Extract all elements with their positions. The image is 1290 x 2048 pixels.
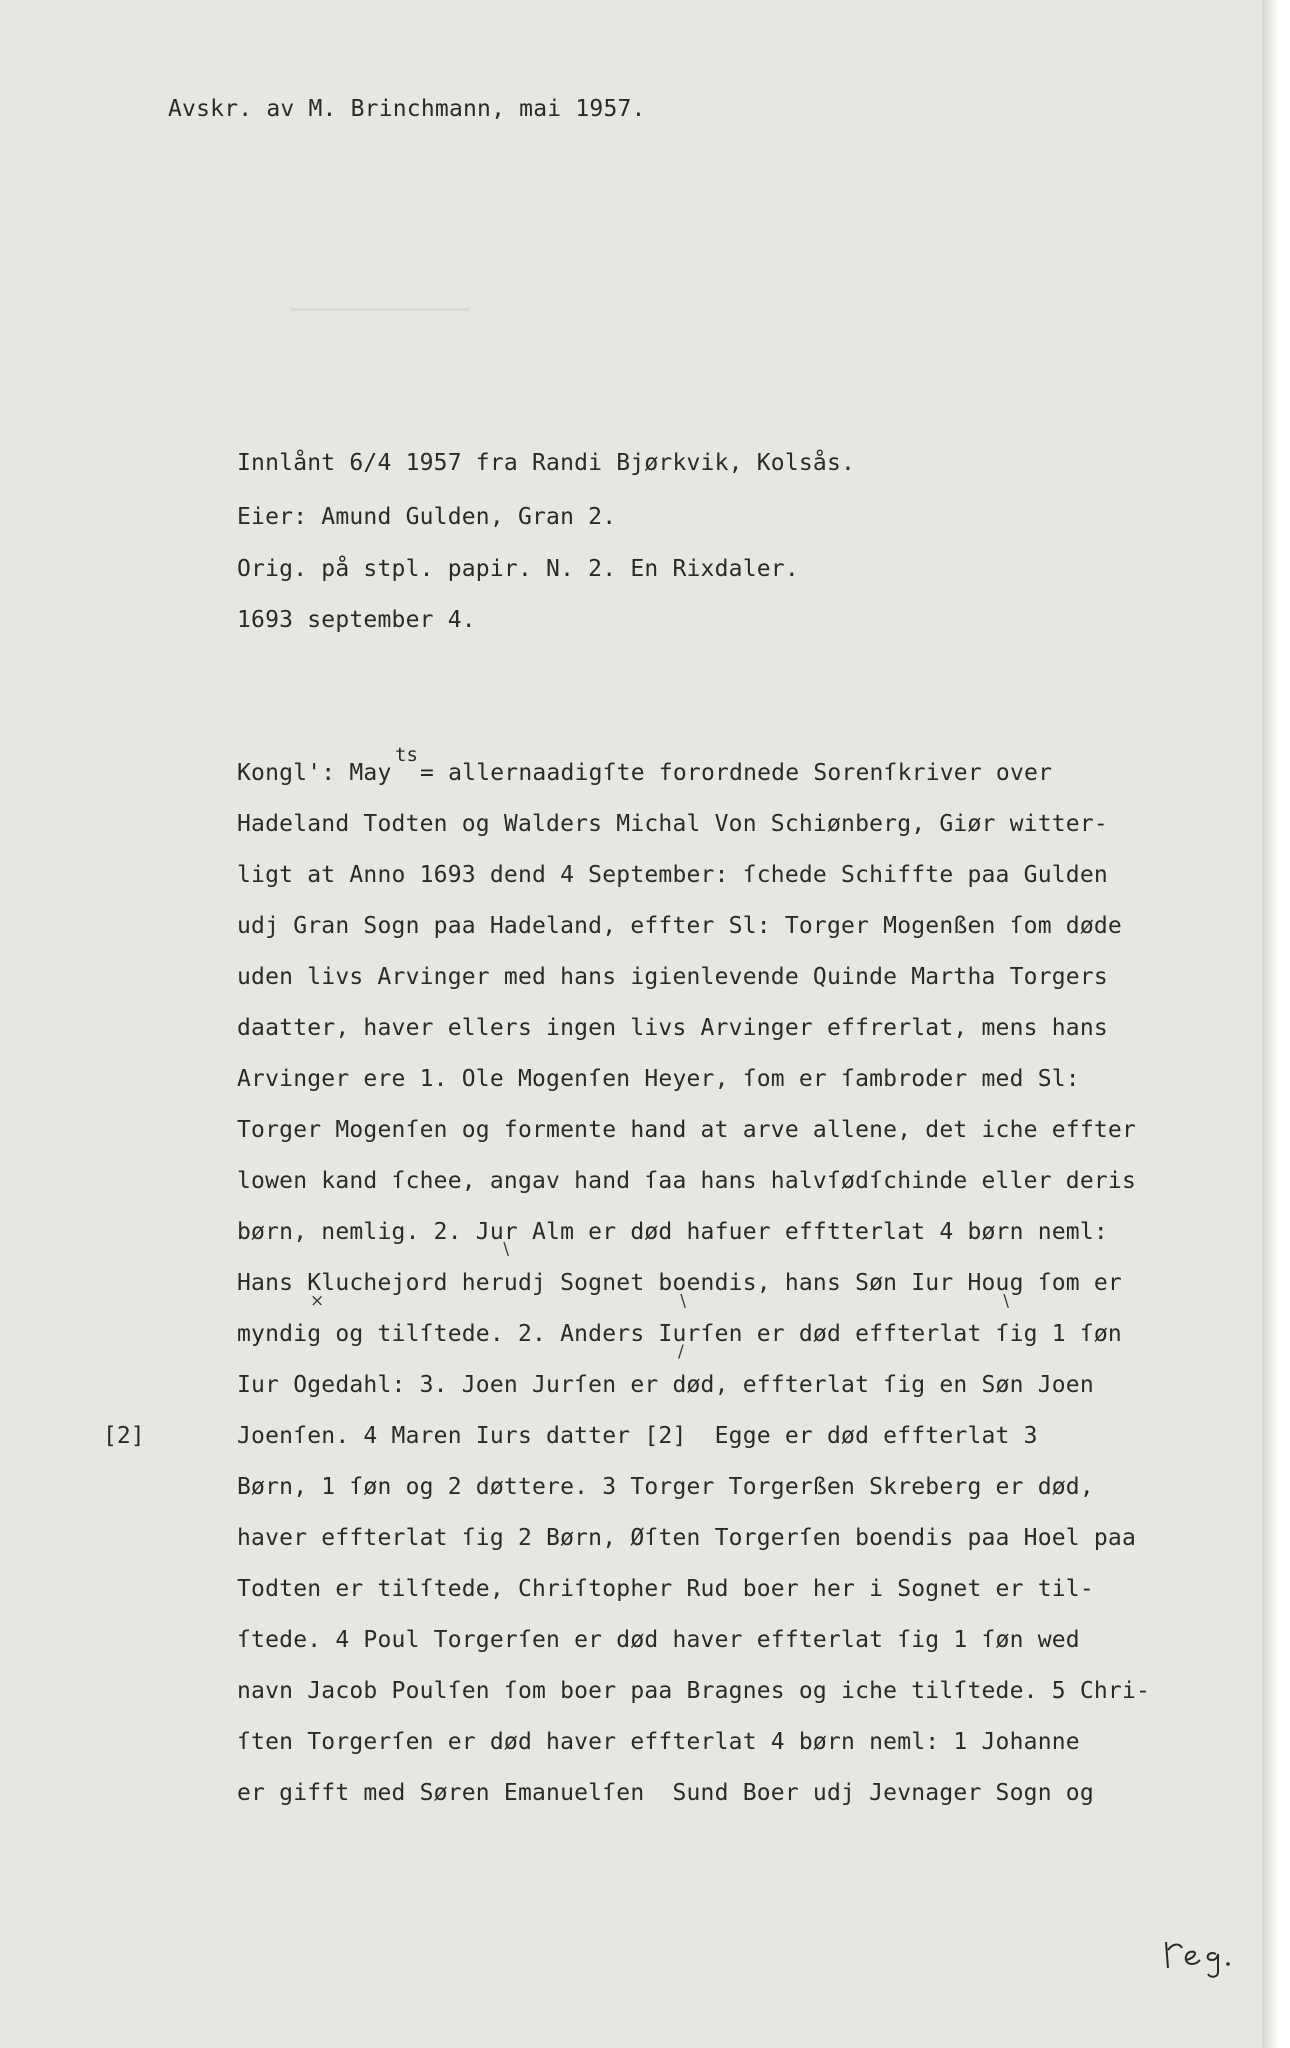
- body-line-9: børn, nemlig. 2. Jur Alm er død hafuer efftterlat 4 børn neml:: [237, 1219, 1108, 1245]
- body-line-1: Hadeland Todten og Walders Michal Von Schiønberg, Giør witter-: [237, 811, 1108, 837]
- body-line-15: haver effterlat ſig 2 Børn, Øſten Torgerſen boendis paa Hoel paa: [237, 1525, 1137, 1551]
- body-line-7: Torger Mogenſen og formente hand at arve allene, det iche effter: [237, 1117, 1137, 1143]
- body-superscript: ts: [395, 744, 418, 766]
- body-line-3: udj Gran Sogn paa Hadeland, effter Sl: Torger Mogenßen ſom døde: [237, 913, 1122, 939]
- meta-date-line: 1693 september 4.: [237, 607, 476, 633]
- margin-page-note: [2]: [103, 1423, 145, 1449]
- body-line-8: lowen kand ſchee, angav hand ſaa hans halvſødſchinde eller deris: [237, 1168, 1137, 1194]
- body-line-17: ſtede. 4 Poul Torgerſen er død haver effterlat ſig 1 ſøn wed: [237, 1627, 1080, 1653]
- caret-mark-icon: ∖: [1000, 1292, 1011, 1312]
- faint-erased-line: [290, 308, 470, 311]
- body-line-12: Iur Ogedahl: 3. Joen Jurſen er død, effterlat ſig en Søn Joen: [237, 1372, 1094, 1398]
- caret-mark-icon: ∖: [500, 1240, 511, 1260]
- body-line-5: daatter, haver ellers ingen livs Arvinger effrerlat, mens hans: [237, 1015, 1108, 1041]
- body-line-10: Hans Kluchejord herudj Sognet boendis, hans Søn Iur Houg ſom er: [237, 1270, 1122, 1296]
- body-line-16: Todten er tilſtede, Chriſtopher Rud boer her i Sognet er til-: [237, 1576, 1094, 1602]
- body-line-18: navn Jacob Poulſen ſom boer paa Bragnes og iche tilſtede. 5 Chri-: [237, 1678, 1151, 1704]
- body-line-19: ſten Torgerſen er død haver effterlat 4 børn neml: 1 Johanne: [237, 1729, 1080, 1755]
- body-line-4: uden livs Arvinger med hans igienlevende Quinde Martha Torgers: [237, 964, 1108, 990]
- x-mark-icon: ×: [310, 1291, 325, 1311]
- body-line-20: er gifft med Søren Emanuelſen Sund Boer udj Jevnager Sogn og: [237, 1780, 1094, 1806]
- body-line-11: myndig og tilſtede. 2. Anders Iurſen er død effterlat ſig 1 ſøn: [237, 1321, 1122, 1347]
- body-line-14: Børn, 1 ſøn og 2 døttere. 3 Torger Torgerßen Skreberg er død,: [237, 1474, 1094, 1500]
- body-first-line-prefix: Kongl': May: [237, 760, 392, 786]
- meta-original-line: Orig. på stpl. papir. N. 2. En Rixdaler.: [237, 556, 799, 582]
- body-line-2: ligt at Anno 1693 dend 4 September: ſchede Schiffte paa Gulden: [237, 862, 1108, 888]
- meta-owner-line: Eier: Amund Gulden, Gran 2.: [237, 504, 617, 530]
- caret-mark-icon: ∖: [677, 1292, 688, 1312]
- body-line-6: Arvinger ere 1. Ole Mogenſen Heyer, ſom er ſambroder med Sl:: [237, 1066, 1080, 1092]
- handwritten-initials-icon: [1162, 1928, 1242, 1980]
- body-line-13: Joenſen. 4 Maren Iurs datter [2] Egge er død effterlat 3: [237, 1423, 1038, 1449]
- meta-loan-line: Innlånt 6/4 1957 fra Randi Bjørkvik, Kolsås.: [237, 450, 856, 476]
- transcription-header: Avskr. av M. Brinchmann, mai 1957.: [168, 96, 646, 122]
- caret-mark-icon: ∕: [678, 1342, 684, 1362]
- body-first-line-suffix: = allernaadigſte forordnede Sorenſkriver over: [420, 760, 1053, 786]
